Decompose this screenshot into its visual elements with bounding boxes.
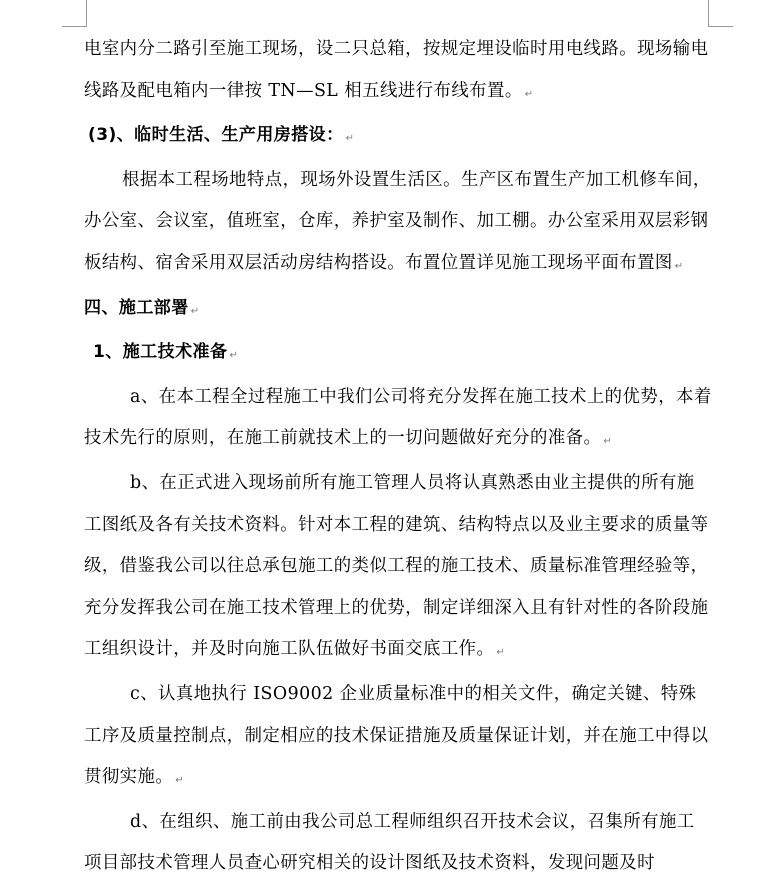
paragraph-item-d	[84, 802, 712, 885]
paragraph-text: d、在组织、施工前由我公司总工程师组织召开技术会议，召集所有施工项目部技术管理人员查心研究相关的设计图纸及技术资料，发现问题及时	[84, 811, 695, 874]
subheading-temporary-housing	[84, 115, 712, 160]
top-right-crop-mark	[708, 0, 733, 27]
paragraph-item-a	[84, 377, 712, 463]
paragraph-text: c、认真地执行 ISO9002 企业质量标准中的相关文件，确定关键、特殊工序及质量控制点，制定相应的技术保证措施及质量保证计划，并在施工中得以贯彻实施。	[84, 683, 709, 788]
paragraph-mark-icon: ↵	[603, 436, 613, 448]
paragraph-text: a、在本工程全过程施工中我们公司将充分发挥在施工技术上的优势，本着技术先行的原则，在施工前就技术上的一切问题做好充分的准备。	[84, 386, 712, 449]
paragraph-mark-icon: ↵	[496, 647, 506, 659]
heading-construction-deployment	[84, 288, 712, 333]
paragraph-mark-icon: ↵	[229, 350, 239, 362]
paragraph-text: 电室内分二路引至施工现场，设二只总箱，按规定埋设临时用电线路。现场输电线路及配电箱内一律按 TN—SL 相五线进行布线布置。	[84, 39, 709, 101]
subheading-technical-preparation	[84, 332, 712, 377]
paragraph-mark-icon: ↵	[190, 305, 200, 317]
subheading-text: 1、施工技术准备	[93, 342, 228, 363]
subheading-text: (3)、临时生活、生产用房搭设：	[88, 125, 344, 146]
paragraph-text: 根据本工程场地特点，现场外设置生活区。生产区布置生产加工机修车间，办公室、会议室，值班室，仓库，养护室及制作、加工棚。办公室采用双层彩钢板结构、宿舍采用双层活动房结构搭设。布置位置详见施工现场平面布置图	[84, 169, 711, 273]
paragraph-electric-lines	[84, 29, 712, 115]
paragraph-item-c	[84, 674, 712, 802]
paragraph-text: b、在正式进入现场前所有施工管理人员将认真熟悉由业主提供的所有施工图纸及各有关技术资料。针对本工程的建筑、结构特点以及业主要求的质量等级，借鉴我公司以往总承包施工的类似工程的施工技术、质量标准管理经验等，充分发挥我公司在施工技术管理上的优势，制定详细深入且有针对性的各阶段施工组织设计，并及时向施工队伍做好书面交底工作。	[84, 472, 709, 660]
paragraph-mark-icon: ↵	[175, 775, 185, 787]
paragraph-mark-icon: ↵	[345, 133, 355, 145]
top-left-crop-mark	[62, 0, 87, 27]
paragraph-mark-icon: ↵	[524, 88, 534, 100]
paragraph-mark-icon: ↵	[674, 260, 684, 272]
paragraph-site-layout	[84, 160, 712, 288]
document-body[interactable]	[84, 29, 712, 885]
paragraph-item-b	[84, 463, 712, 674]
heading-text: 四、施工部署	[84, 297, 189, 318]
